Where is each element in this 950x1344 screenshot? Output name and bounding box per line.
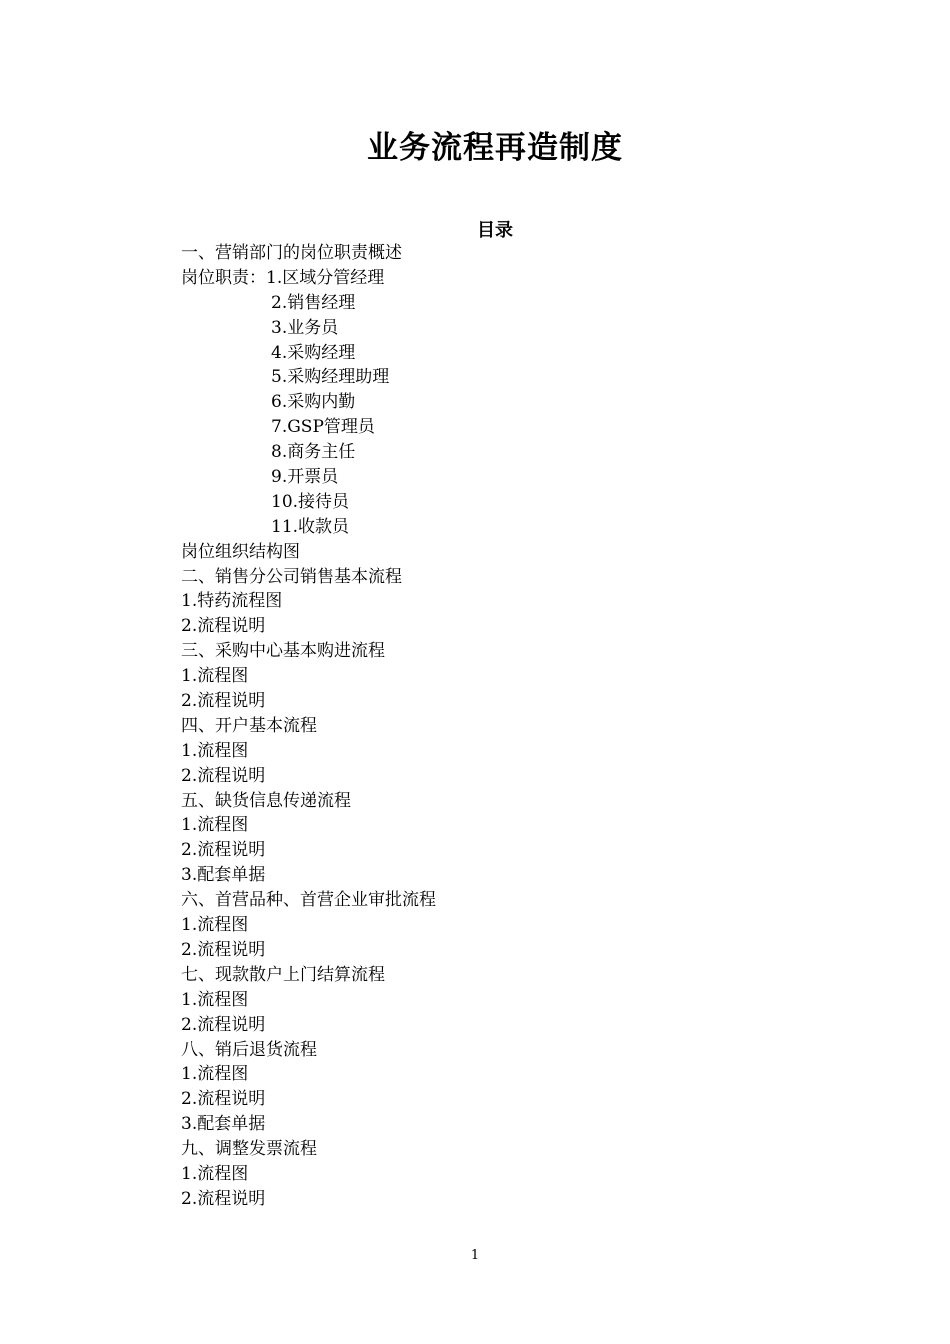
toc-entry: 二、销售分公司销售基本流程 bbox=[181, 566, 402, 587]
toc-heading: 目录 bbox=[477, 220, 513, 241]
toc-entry: 4.采购经理 bbox=[271, 342, 356, 363]
toc-entry: 7.GSP管理员 bbox=[271, 417, 375, 438]
toc-entry: 5.采购经理助理 bbox=[271, 367, 390, 388]
toc-entry: 1.流程图 bbox=[181, 915, 249, 936]
toc-entry: 2.流程说明 bbox=[181, 691, 266, 712]
toc-entry: 四、开户基本流程 bbox=[181, 715, 317, 736]
toc-entry: 1.流程图 bbox=[181, 989, 249, 1010]
toc-entry: 2.流程说明 bbox=[181, 1089, 266, 1110]
toc-entry: 1.流程图 bbox=[181, 815, 249, 836]
toc-entry: 3.配套单据 bbox=[181, 1114, 266, 1135]
toc-entry: 2.流程说明 bbox=[181, 840, 266, 861]
toc-entry: 三、采购中心基本购进流程 bbox=[181, 641, 385, 662]
toc-entry: 6.采购内勤 bbox=[271, 392, 356, 413]
toc-entry: 八、销后退货流程 bbox=[181, 1039, 317, 1060]
toc-entry: 2.流程说明 bbox=[181, 939, 266, 960]
toc-entry: 岗位职责：1.区域分管经理 bbox=[181, 267, 385, 288]
toc-entry: 10.接待员 bbox=[271, 491, 350, 512]
toc-entry: 9.开票员 bbox=[271, 467, 339, 488]
toc-entry: 岗位组织结构图 bbox=[181, 541, 300, 562]
toc-entry: 1.流程图 bbox=[181, 666, 249, 687]
toc-entry: 六、首营品种、首营企业审批流程 bbox=[181, 890, 436, 911]
toc-entry: 1.特药流程图 bbox=[181, 591, 283, 612]
toc-entry: 2.流程说明 bbox=[181, 616, 266, 637]
toc-entry: 8.商务主任 bbox=[271, 442, 356, 463]
toc-entry: 1.流程图 bbox=[181, 1064, 249, 1085]
table-of-contents bbox=[181, 241, 821, 1212]
page-number: 1 bbox=[470, 1248, 480, 1263]
toc-entry: 3.配套单据 bbox=[181, 865, 266, 886]
toc-entry: 五、缺货信息传递流程 bbox=[181, 790, 351, 811]
toc-entry: 2.流程说明 bbox=[181, 765, 266, 786]
toc-entry: 3.业务员 bbox=[271, 317, 339, 338]
toc-entry: 一、营销部门的岗位职责概述 bbox=[181, 243, 402, 263]
toc-entry: 11.收款员 bbox=[271, 516, 350, 537]
document-title: 业务流程再造制度 bbox=[367, 130, 623, 166]
toc-entry: 七、现款散户上门结算流程 bbox=[181, 964, 385, 985]
toc-entry: 2.销售经理 bbox=[271, 292, 356, 313]
toc-entry: 2.流程说明 bbox=[181, 1014, 266, 1035]
toc-entry: 1.流程图 bbox=[181, 1163, 249, 1184]
toc-entry: 2.流程说明 bbox=[181, 1188, 266, 1209]
toc-entry: 1.流程图 bbox=[181, 740, 249, 761]
toc-entry: 九、调整发票流程 bbox=[181, 1139, 317, 1160]
